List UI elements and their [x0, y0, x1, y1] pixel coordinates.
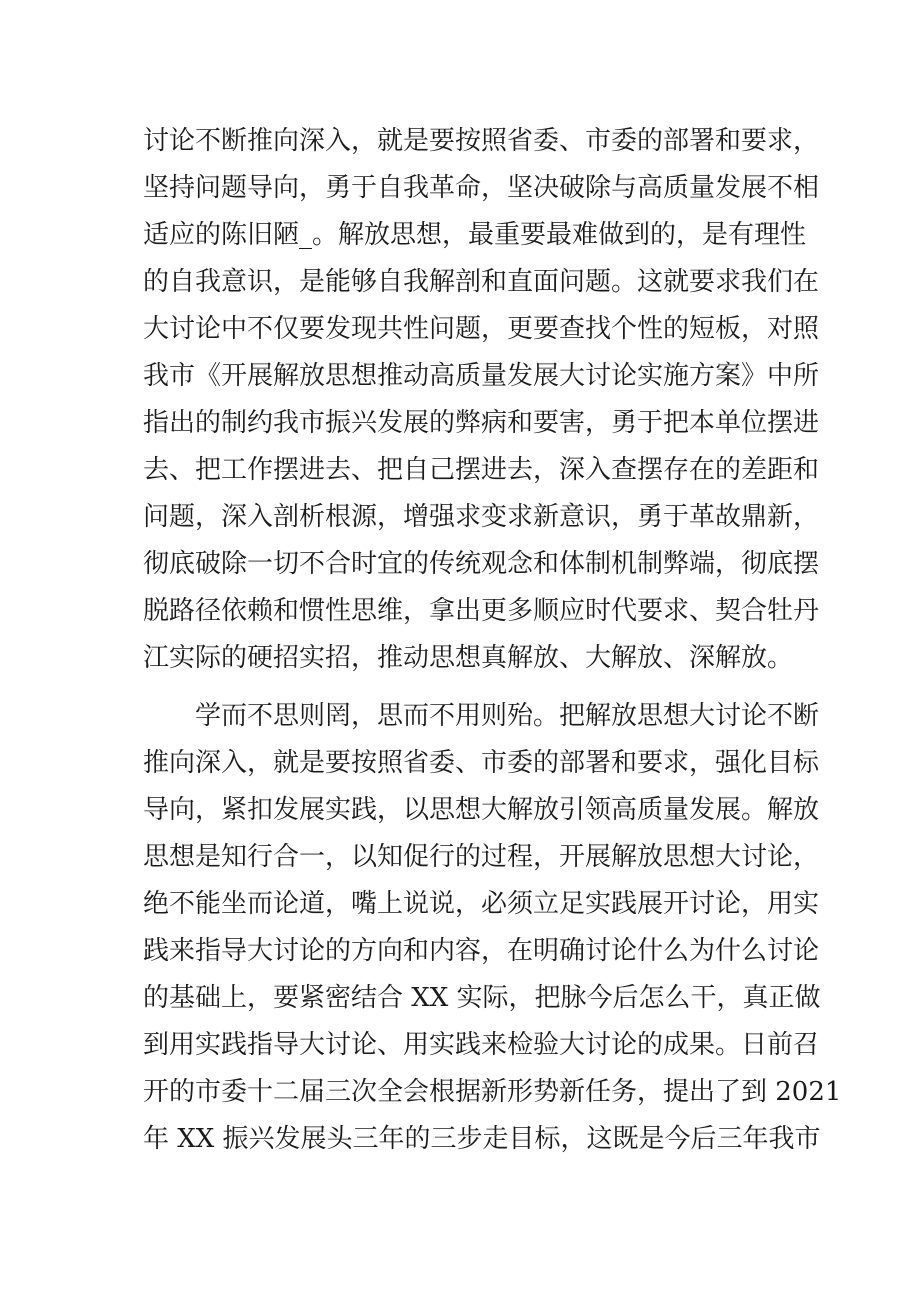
text-line: 开的市委十二届三次全会根据新形势新任务，提出了到 2021: [143, 1077, 842, 1107]
text-line: 绝不能坐而论道，嘴上说说，必须立足实践展开讨论，用实: [143, 889, 820, 919]
text-line: 思想是知行合一，以知促行的过程，开展解放思想大讨论，: [143, 842, 820, 872]
text-line: 的基础上，要紧密结合 XX 实际，把脉今后怎么干，真正做: [143, 983, 821, 1013]
text-line: 大讨论中不仅要发现共性问题，更要查找个性的短板，对照: [143, 314, 820, 344]
text-line: 的自我意识，是能够自我解剖和直面问题。这就要求我们在: [143, 267, 820, 297]
text-line: 讨论不断推向深入，就是要按照省委、市委的部署和要求，: [143, 126, 820, 156]
text-line: 适应的陈旧陋_。解放思想，最重要最难做到的，是有理性: [143, 220, 807, 250]
text-line: 践来指导大讨论的方向和内容，在明确讨论什么为什么讨论: [143, 936, 820, 966]
text-line: 指出的制约我市振兴发展的弊病和要害，勇于把本单位摆进: [143, 408, 820, 438]
text-line: 我市《开展解放思想推动高质量发展大讨论实施方案》中所: [143, 361, 820, 391]
text-line: 江实际的硬招实招，推动思想真解放、大解放、深解放。: [143, 643, 794, 673]
text-line: 学而不思则罔，思而不用则殆。把解放思想大讨论不断: [195, 701, 820, 731]
text-line: 年 XX 振兴发展头三年的三步走目标，这既是今后三年我市: [143, 1124, 821, 1154]
text-line: 坚持问题导向，勇于自我革命，坚决破除与高质量发展不相: [143, 173, 820, 203]
text-line: 推向深入，就是要按照省委、市委的部署和要求，强化目标: [143, 748, 820, 778]
text-line: 问题，深入剖析根源，增强求变求新意识，勇于革故鼎新，: [143, 502, 820, 532]
text-line: 到用实践指导大讨论、用实践来检验大讨论的成果。日前召: [143, 1030, 820, 1060]
text-line: 彻底破除一切不合时宜的传统观念和体制机制弊端，彻底摆: [143, 549, 820, 579]
text-line: 导向，紧扣发展实践，以思想大解放引领高质量发展。解放: [143, 795, 820, 825]
text-line: 脱路径依赖和惯性思维，拿出更多顺应时代要求、契合牡丹: [143, 596, 820, 626]
text-line: 去、把工作摆进去、把自己摆进去，深入查摆存在的差距和: [143, 455, 820, 485]
